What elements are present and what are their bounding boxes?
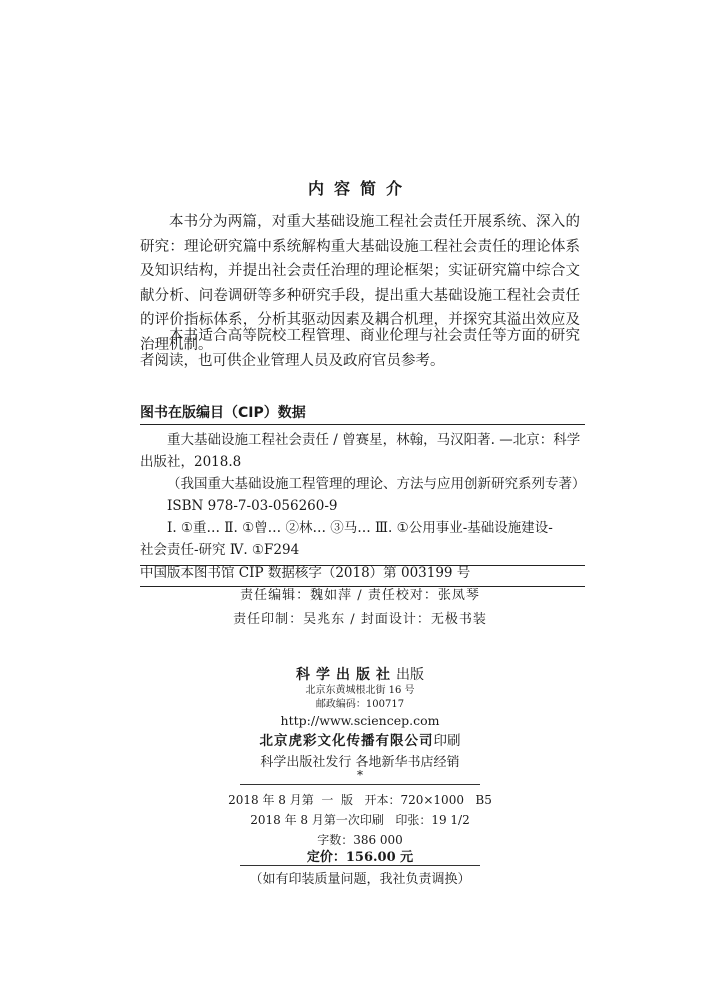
summary-title: 内容简介 (307, 179, 412, 198)
cip-record (140, 424, 585, 566)
publisher-block (0, 664, 720, 774)
separator-star: * (357, 768, 363, 782)
printer-suffix: 印刷 (433, 733, 461, 749)
cip-classification-line-2: 社会责任-研究 Ⅳ. ①F294 (140, 542, 300, 558)
printing-design-line: 责任印制：吴兆东 / 封面设计：无极书装 (233, 612, 487, 627)
publisher-address: 北京东黄城根北街 16 号 (305, 685, 415, 696)
edition-row-1: 2018 年 8 月第 一 版 开本：720×1000 B5 (228, 793, 492, 807)
printer-line (0, 730, 720, 752)
publisher-postcode: 邮政编码：100717 (315, 699, 405, 710)
publisher-name (0, 664, 720, 684)
distribution-line: 科学出版社发行 各地新华书店经销 (260, 755, 460, 770)
cip-publisher-line: 出版社，2018.8 (140, 454, 242, 470)
divider-bottom (240, 865, 480, 866)
publisher-name-text: 科学出版社 (296, 667, 396, 683)
quality-notice: （如有印装质量问题，我社负责调换） (249, 872, 471, 887)
cip-isbn-line: ISBN 978-7-03-056260-9 (167, 498, 338, 514)
price: 定价：156.00 元 (306, 850, 414, 865)
edition-block (0, 790, 720, 850)
cip-title-line: 重大基础设施工程社会责任 / 曾赛星，林翰，马汉阳著. —北京：科学 (167, 432, 581, 448)
summary-paragraph-1: 本书分为两篇，对重大基础设施工程社会责任开展系统、深入的研究：理论研究篇中系统解构重大基础设施工程社会责任的理论体系及知识结构，并提出社会责任治理的理论框架；实证研究篇中综合文献分析、问卷调研等多种研究手段，提出重大基础设施工程社会责任的评价指标体系，分析其驱动因素及耦合机理，并探究其溢出效应及治理机制。 (140, 214, 580, 353)
cip-series-line: （我国重大基础设施工程管理的理论、方法与应用创新研究系列专著） (167, 476, 586, 492)
cip-heading: 图书在版编目（CIP）数据 (140, 405, 306, 421)
edition-row-3: 字数：386 000 (317, 833, 403, 847)
publisher-suffix: 出版 (396, 667, 424, 683)
summary-paragraph-2: 本书适合高等院校工程管理、商业伦理与社会责任等方面的研究者阅读，也可供企业管理人员及政府官员参考。 (140, 328, 580, 369)
cip-check-text: 中国版本图书馆 CIP 数据核字（2018）第 003199 号 (140, 565, 471, 581)
printer-name: 北京虎彩文化传播有限公司 (259, 733, 434, 749)
divider-top (240, 784, 480, 785)
publisher-url: http://www.sciencep.com (280, 713, 440, 728)
editor-proofreader-line: 责任编辑：魏如萍 / 责任校对：张凤琴 (240, 588, 480, 603)
edition-row-2: 2018 年 8 月第一次印刷 印张：19 1/2 (250, 813, 470, 827)
cip-classification-line: Ⅰ. ①重… Ⅱ. ①曾… ②林… ③马… Ⅲ. ①公用事业-基础设施建设- (167, 520, 553, 536)
